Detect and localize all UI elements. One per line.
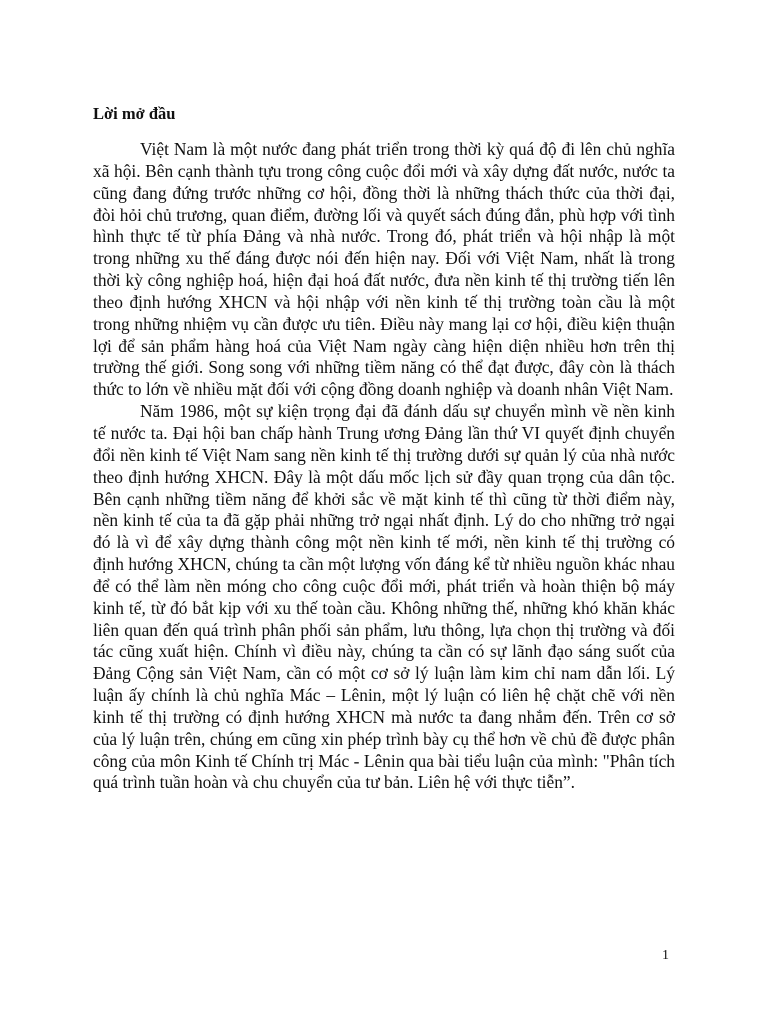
paragraph-2: Năm 1986, một sự kiện trọng đại đã đánh dấu sự chuyển mình về nền kinh tế nước ta. Đại hội ban chấp hành Trung ương Đảng lần thứ VI quyết định chuyển đổi nền kinh tế Việt Nam sang nền kinh tế thị trường dưới sự quản lý của nhà nước theo định hướng XHCN. Đây là một dấu mốc lịch sử đầy quan trọng của dân tộc. Bên cạnh những tiềm năng để khởi sắc về mặt kinh tế thì cũng từ thời điểm này, nền kinh tế của ta đã gặp phải những trở ngại nhất định. Lý do cho những trở ngại đó là vì để xây dựng thành công một nền kinh tế mới, nền kinh tế thị trường có định hướng XHCN, chúng ta cần một lượng vốn đáng kể từ nhiều nguồn khác nhau để có thể làm nền móng cho công cuộc đổi mới, phát triển và hoàn thiện bộ máy kinh tế, từ đó bắt kịp với xu thế toàn cầu. Không những thế, những khó khăn khác liên quan đến quá trình phân phối sản phẩm, lưu thông, lựa chọn thị trường và đối tác cũng xuất hiện. Chính vì điều này, chúng ta cần có sự lãnh đạo sáng suốt của Đảng Cộng sản Việt Nam, cần có một cơ sở lý luận làm kim chỉ nam dẫn lối. Lý luận ấy chính là chủ nghĩa Mác – Lênin, một lý luận có liên hệ chặt chẽ với nền kinh tế thị trường có định hướng XHCN mà nước ta đang nhắm đến. Trên cơ sở của lý luận trên, chúng em cũng xin phép trình bày cụ thể hơn về chủ đề được phân công của môn Kinh tế Chính trị Mác - Lênin qua bài tiểu luận của mình: "Phân tích quá trình tuần hoàn và chu chuyển của tư bản. Liên hệ với thực tiễn”. xyxy=(93,401,675,793)
body-text xyxy=(93,139,675,794)
page-number: 1 xyxy=(662,948,669,963)
paragraph-1: Việt Nam là một nước đang phát triển trong thời kỳ quá độ đi lên chủ nghĩa xã hội. Bên cạnh thành tựu trong công cuộc đổi mới và xây dựng đất nước, nước ta cũng đang đứng trước những cơ hội, đồng thời là những thách thức của thời đại, đòi hỏi chủ trương, quan điểm, đường lối và quyết sách đúng đắn, phù hợp với tình hình thực tế từ phía Đảng và nhà nước. Trong đó, phát triển và hội nhập là một trong những xu thế đáng được nói đến hiện nay. Đối với Việt Nam, nhất là trong thời kỳ công nghiệp hoá, hiện đại hoá đất nước, đưa nền kinh tế thị trường tiến lên theo định hướng XHCN và hội nhập với nền kinh tế thị trường toàn cầu là một trong những nhiệm vụ cần được ưu tiên. Điều này mang lại cơ hội, điều kiện thuận lợi để sản phẩm hàng hoá của Việt Nam ngày càng hiện diện nhiều hơn trên thị trường thế giới. Song song với những tiềm năng có thể đạt được, đây còn là thách thức to lớn về nhiều mặt đối với cộng đồng doanh nghiệp và doanh nhân Việt Nam. xyxy=(93,139,675,400)
section-heading: Lời mở đầu xyxy=(93,104,176,123)
